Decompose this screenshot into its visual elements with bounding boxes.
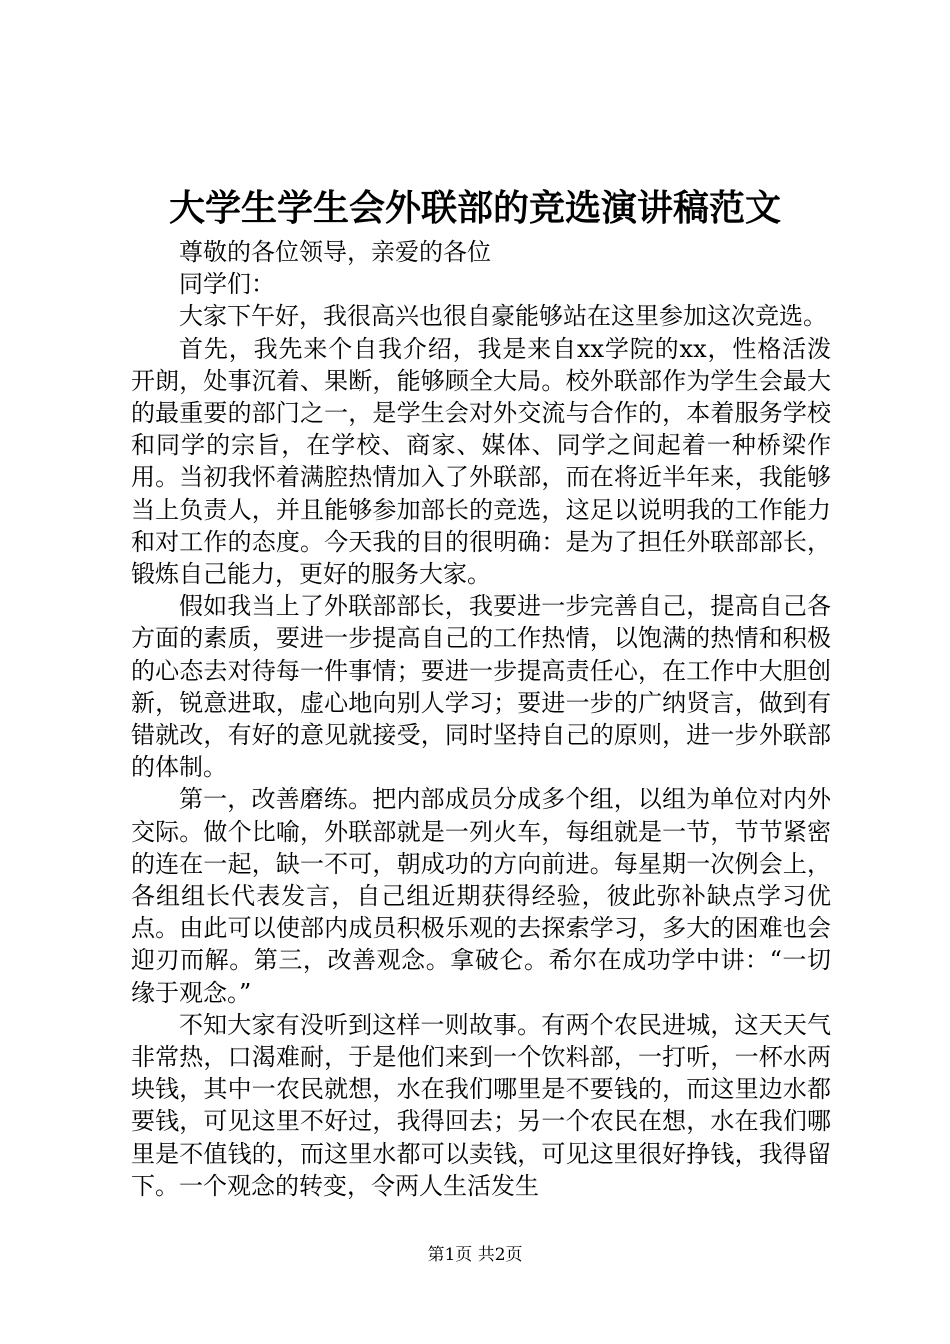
paragraph-first-point: 第一，改善磨练。把内部成员分成多个组，以组为单位对内外交际。做个比喻，外联部就是一列火车，每组就是一节，节节紧密的连在一起，缺一不可，朝成功的方向前进。每星期一次例会上，各组组长代表发言，自己组近期获得经验，彼此弥补缺点学习优点。由此可以使部内成员积极乐观的去探索学习，多大的困难也会迎刃而解。第三，改善观念。拿破仑。希尔在成功学中讲：“一切缘于观念。” xyxy=(131,785,831,1007)
document-title: 大学生学生会外联部的竞选演讲稿范文 xyxy=(168,187,781,229)
paragraph-introduction: 首先，我先来个自我介绍，我是来自xx学院的xx，性格活泼开朗，处事沉着、果断，能够顾全大局。校外联部作为学生会最大的最重要的部门之一，是学生会对外交流与合作的，本着服务学校和同学的宗旨，在学校、商家、媒体、同学之间起着一种桥梁作用。当初我怀着满腔热情加入了外联部，而在将近半年来，我能够当上负责人，并且能够参加部长的竞选，这足以说明我的工作能力和对工作的态度。今天我的目的很明确：是为了担任外联部部长，锻炼自己能力，更好的服务大家。 xyxy=(131,334,831,589)
paragraph-salutation-2: 同学们： xyxy=(179,270,275,299)
paragraph-story: 不知大家有没听到这样一则故事。有两个农民进城，这天天气非常热，口渴难耐，于是他们来到一个饮料部，一打听，一杯水两块钱，其中一农民就想，水在我们哪里是不要钱的，而这里边水都要钱，可见这里不好过，我得回去；另一个农民在想，水在我们哪里是不值钱的，而这里水都可以卖钱，可见这里很好挣钱，我得留下。一个观念的转变，令两人生活发生 xyxy=(131,1010,831,1200)
page-footer: 第1页 共2页 xyxy=(427,1245,523,1265)
paragraph-plan: 假如我当上了外联部部长，我要进一步完善自己，提高自己各方面的素质，要进一步提高自己的工作热情，以饱满的热情和积极的心态去对待每一件事情；要进一步提高责任心，在工作中大胆创新，锐意进取，虚心地向别人学习；要进一步的广纳贤言，做到有错就改，有好的意见就接受，同时坚持自己的原则，进一步外联部的体制。 xyxy=(131,592,831,782)
paragraph-salutation-1: 尊敬的各位领导，亲爱的各位 xyxy=(179,238,491,266)
document-body xyxy=(131,236,831,1202)
paragraph-greeting: 大家下午好，我很高兴也很自豪能够站在这里参加这次竞选。 xyxy=(179,302,827,331)
